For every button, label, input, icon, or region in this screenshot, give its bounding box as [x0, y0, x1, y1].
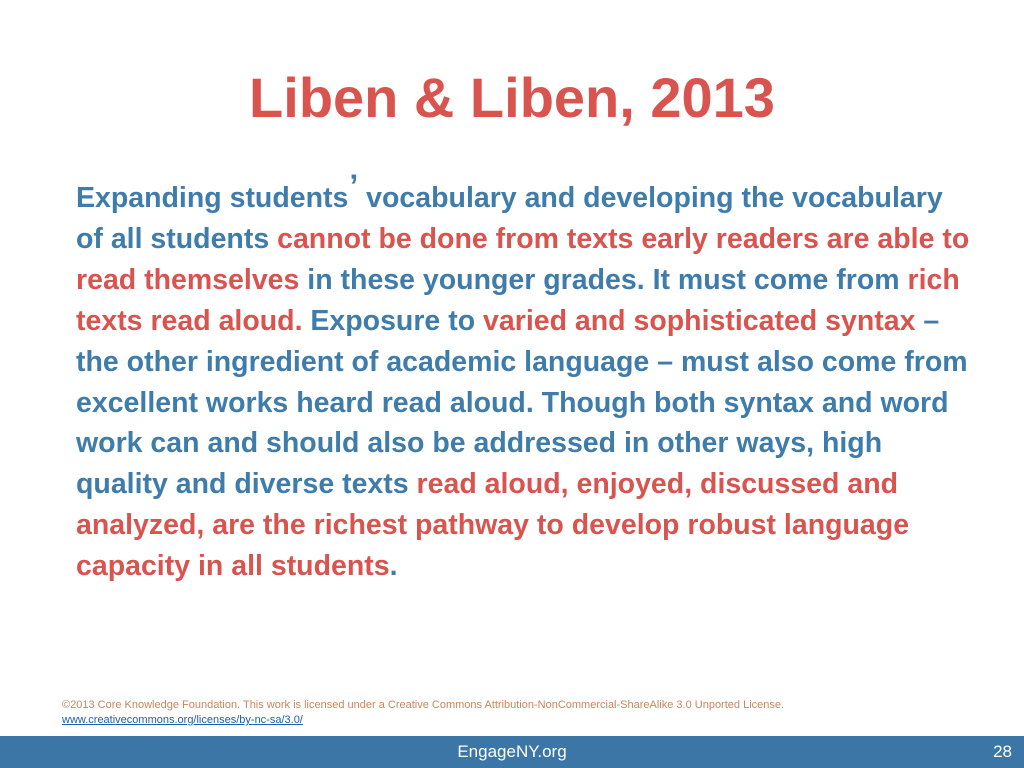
body-text-segment: Expanding students [76, 182, 349, 214]
body-text-segment: Exposure to [302, 304, 484, 337]
body-text-segment: – the other ingredient of academic language – must also come from excellent works heard read aloud. Though both syntax and word work can and should also be addressed in other ways, high quality and diverse texts [76, 304, 968, 501]
body-text-segment: in these younger grades. It must come from [299, 263, 908, 296]
body-text-segment: . [389, 550, 398, 583]
body-paragraph [76, 168, 976, 587]
slide-page-number: 28 [993, 742, 1012, 761]
slide-title: Liben & Liben, 2013 [249, 66, 775, 129]
footer-bar [0, 736, 1024, 768]
highlighted-phrase: cannot be done from texts early readers are able to read themselves [76, 222, 970, 296]
body-text-segment: vocabulary and developing the vocabulary of all students [76, 182, 943, 255]
highlighted-phrase: varied and sophisticated syntax [483, 304, 916, 337]
highlighted-phrase: read aloud, enjoyed, discussed and analyzed, are the richest pathway to develop robust language capacity in all students [76, 468, 910, 583]
highlighted-phrase: rich texts read aloud. [76, 263, 960, 337]
footer-site-name: EngageNY.org [457, 742, 567, 761]
license-link[interactable]: www.creativecommons.org/licenses/by-nc-sa/3.0/ [62, 714, 303, 726]
body-apostrophe: ’ [349, 168, 359, 204]
license-notice: ©2013 Core Knowledge Foundation. This work is licensed under a Creative Commons Attribution-NonCommercial-ShareAlike 3.0 Unported License. [62, 699, 785, 711]
